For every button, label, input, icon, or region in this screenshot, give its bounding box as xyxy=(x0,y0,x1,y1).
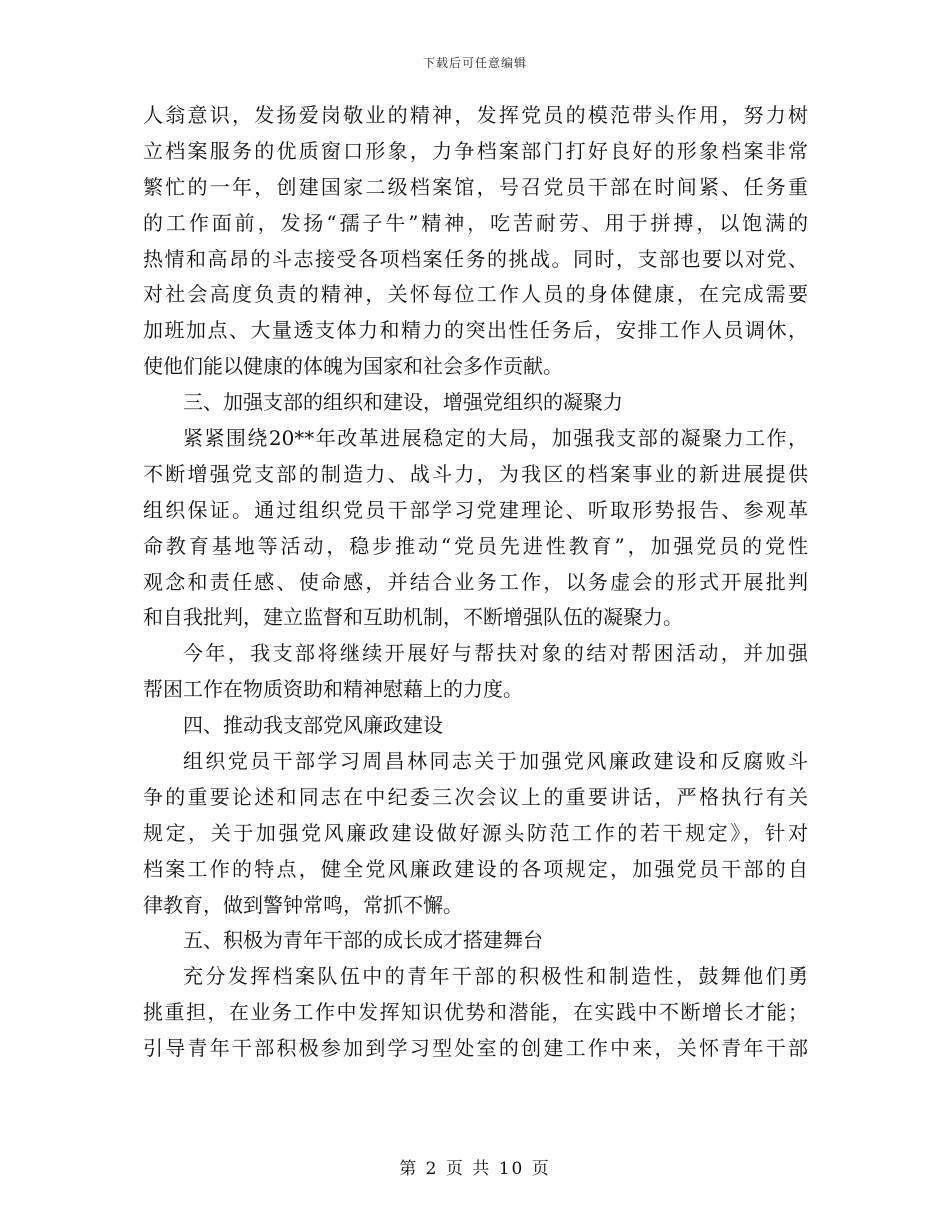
text-line: 不断增强党支部的制造力、战斗力，为我区的档案事业的新进展提供 xyxy=(143,461,808,486)
text-line: 今年，我支部将继续开展好与帮扶对象的结对帮困活动，并加强 xyxy=(183,641,808,666)
text-line: 和自我批判，建立监督和互助机制，不断增强队伍的凝聚力。 xyxy=(143,605,683,630)
text-line: 紧紧围绕20**年改革进展稳定的大局，加强我支部的凝聚力工作， xyxy=(183,426,808,451)
text-line: 律教育，做到警钟常鸣，常抓不懈。 xyxy=(143,892,463,917)
text-line: 充分发挥档案队伍中的青年干部的积极性和制造性，鼓舞他们勇 xyxy=(183,964,808,989)
page-header: 下载后可任意编辑 xyxy=(422,56,527,70)
text-line: 档案工作的特点，健全党风廉政建设的各项规定，加强党员干部的自 xyxy=(143,856,808,881)
text-line: 三、加强支部的组织和建设，增强党组织的凝聚力 xyxy=(183,390,623,415)
text-line: 组织党员干部学习周昌林同志关于加强党风廉政建设和反腐败斗 xyxy=(183,749,808,774)
text-line: 对社会高度负责的精神，关怀每位工作人员的身体健康，在完成需要 xyxy=(143,282,808,307)
text-line: 繁忙的一年，创建国家二级档案馆，号召党员干部在时间紧、任务重 xyxy=(143,174,808,199)
text-line: 热情和高昂的斗志接受各项档案任务的挑战。同时，支部也要以对党、 xyxy=(143,246,808,271)
text-line: 挑重担，在业务工作中发挥知识优势和潜能，在实践中不断增长才能； xyxy=(143,1000,808,1025)
text-line: 立档案服务的优质窗口形象，力争档案部门打好良好的形象档案非常 xyxy=(143,138,808,163)
text-line: 四、推动我支部党风廉政建设 xyxy=(183,713,443,738)
text-line: 的工作面前，发扬“孺子牛”精神，吃苦耐劳、用于拼搏，以饱满的 xyxy=(143,210,808,235)
text-line: 引导青年干部积极参加到学习型处室的创建工作中来，关怀青年干部 xyxy=(143,1036,808,1061)
text-line: 组织保证。通过组织党员干部学习党建理论、听取形势报告、参观革 xyxy=(143,497,808,522)
text-line: 五、积极为青年干部的成长成才搭建舞台 xyxy=(183,928,543,953)
text-line: 争的重要论述和同志在中纪委三次会议上的重要讲话，严格执行有关 xyxy=(143,784,808,809)
text-line: 人翁意识，发扬爱岗敬业的精神，发挥党员的模范带头作用，努力树 xyxy=(143,103,808,127)
text-line: 帮困工作在物质资助和精神慰藉上的力度。 xyxy=(143,677,523,702)
text-line: 命教育基地等活动，稳步推动“党员先进性教育”，加强党员的党性 xyxy=(143,533,808,558)
text-line: 使他们能以健康的体魄为国家和社会多作贡献。 xyxy=(143,354,563,379)
text-line: 观念和责任感、使命感，并结合业务工作，以务虚会的形式开展批判 xyxy=(143,569,808,594)
text-line: 加班加点、大量透支体力和精力的突出性任务后，安排工作人员调休， xyxy=(143,318,808,343)
document-body xyxy=(143,98,808,1067)
page-footer: 第 2 页 共 10 页 xyxy=(399,1159,551,1179)
text-line: 规定，关于加强党风廉政建设做好源头防范工作的若干规定》，针对 xyxy=(143,820,808,845)
